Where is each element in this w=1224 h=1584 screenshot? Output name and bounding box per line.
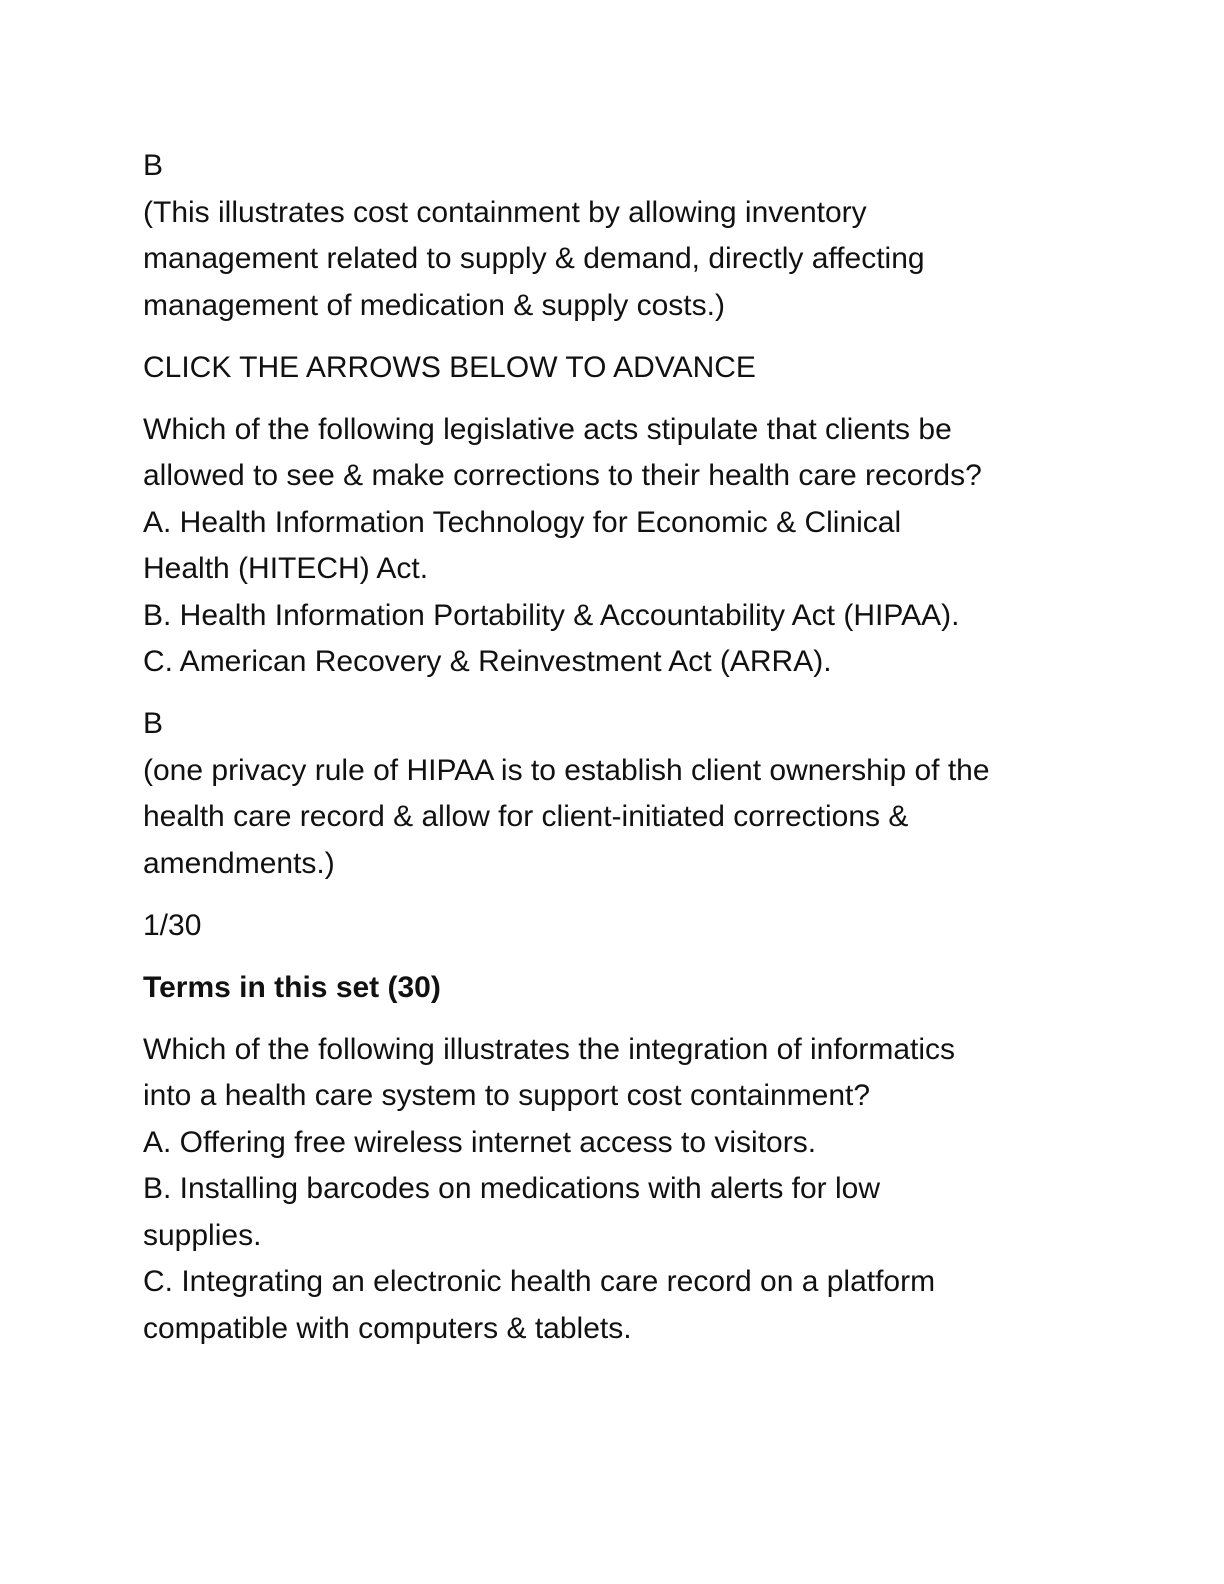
question-line: allowed to see & make corrections to their health care records? (143, 459, 982, 492)
card-counter-block (143, 903, 1083, 950)
option-a-line: Health (HITECH) Act. (143, 552, 429, 585)
answer-block-1 (143, 143, 1083, 329)
question-block-2 (143, 1027, 1083, 1353)
option-c-line: C. American Recovery & Reinvestment Act (ARRA). (143, 645, 832, 678)
card-counter: 1/30 (143, 908, 202, 942)
explanation-line: (This illustrates cost containment by allowing inventory (143, 195, 867, 229)
question-line: into a health care system to support cost containment? (143, 1079, 871, 1112)
option-b-line: supplies. (143, 1218, 262, 1252)
explanation-line: amendments.) (143, 846, 335, 880)
terms-heading-block (143, 965, 1083, 1012)
advance-prompt: CLICK THE ARROWS BELOW TO ADVANCE (143, 350, 756, 384)
answer-letter: B (143, 149, 164, 182)
advance-prompt-block (143, 345, 1083, 392)
explanation-line: management related to supply & demand, directly affecting (143, 242, 925, 275)
question-line: Which of the following legislative acts stipulate that clients be (143, 412, 952, 446)
option-b-line: B. Installing barcodes on medications with alerts for low (143, 1172, 881, 1205)
answer-block-2 (143, 701, 1083, 887)
option-b-line: B. Health Information Portability & Accountability Act (HIPAA). (143, 598, 960, 632)
question-block-1 (143, 407, 1083, 686)
explanation-line: (one privacy rule of HIPAA is to establish client ownership of the (143, 753, 990, 787)
explanation-line: management of medication & supply costs.) (143, 288, 725, 322)
option-a-line: A. Offering free wireless internet access to visitors. (143, 1125, 817, 1159)
answer-letter: B (143, 707, 164, 740)
option-c-line: C. Integrating an electronic health care record on a platform (143, 1265, 936, 1298)
option-c-line: compatible with computers & tablets. (143, 1311, 632, 1345)
explanation-line: health care record & allow for client-initiated corrections & (143, 800, 909, 833)
option-a-line: A. Health Information Technology for Economic & Clinical (143, 505, 902, 539)
question-line: Which of the following illustrates the integration of informatics (143, 1032, 956, 1066)
terms-heading: Terms in this set (30) (143, 970, 441, 1004)
document-page (143, 143, 1083, 1368)
